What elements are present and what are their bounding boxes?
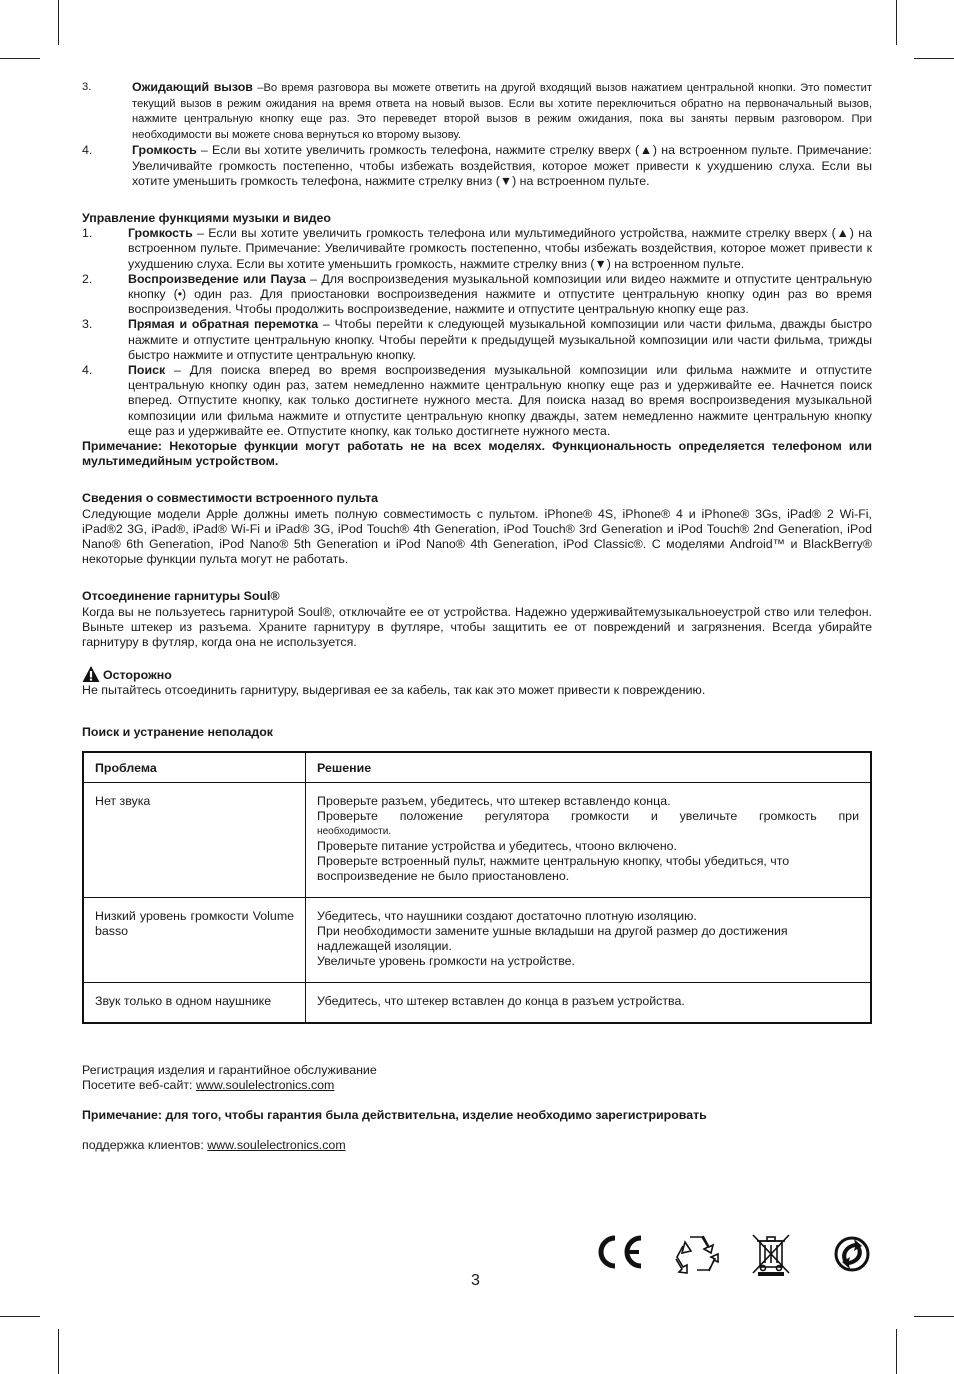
list-item — [82, 363, 872, 439]
green-dot-icon — [833, 1235, 871, 1273]
crop-mark — [0, 58, 40, 59]
solution-line: необходимости. — [317, 825, 392, 837]
list-item — [82, 143, 872, 189]
visit-label: Посетите веб-сайт: — [82, 1077, 196, 1092]
item-text: – Если вы хотите увеличить громкость телефона, нажмите стрелку вверх (▲) на встроенном пульте. Примечание: Увеличивайте громкость постепенно, чтобы избежать воздействия, которое может привести к ухудшению слуха. Если вы хотите уменьшить громкость телефона, нажмите стрелку вниз (▼) на встроенном пульте. — [132, 143, 872, 188]
item-text: – Для воспроизведения музыкальной композиции или видео нажмите и отпустите центральную кнопку (•) один раз. Для приостановки воспроизведения нажмите и отпустите центральную кнопку один раз во время воспроизведения. Чтобы продолжить воспроизведение, нажмите и отпустите центральную кнопку еще раз. — [128, 271, 872, 317]
section-title: Отсоединение гарнитуры Soul® — [82, 589, 280, 604]
warning-icon — [82, 665, 100, 683]
item-title: Прямая и обратная перемотка — [128, 317, 319, 332]
item-number: 2. — [82, 271, 93, 286]
table-header-row — [83, 752, 871, 783]
section-title: Поиск и устранение неполадок — [82, 725, 274, 740]
solution-line: Увеличьте уровень громкости на устройстве. — [317, 953, 575, 968]
problem-cell: Звук только в одном наушнике — [83, 982, 306, 1023]
page-number: 3 — [471, 1272, 480, 1289]
solution-cell — [306, 782, 871, 897]
item-number: 3. — [82, 317, 93, 332]
disconnect-text: Когда вы не пользуетесь гарнитурой Soul®, отключайте ее от устройства. Надежно удерживайтемузыкальноеустрой ство или телефон. Выньте штекер из разъема. Храните гарнитуру в футляре, чтобы защитить ее от повреждений и загрязнения. Всегда убирайте гарнитуру в футляр, когда она не используется. — [82, 604, 872, 650]
caution-heading — [82, 665, 872, 683]
solution-line: Проверьте встроенный пульт, нажмите центральную кнопку, чтобы убедиться, что воспроизведение не было приостановлено. — [317, 853, 790, 883]
website-link[interactable]: www.soulelectronics.com — [195, 1077, 335, 1092]
list-item — [82, 226, 872, 272]
list-item — [82, 80, 872, 143]
page-content — [82, 80, 872, 1153]
table-row — [83, 982, 871, 1023]
caution-text: Не пытайтесь отсоединить гарнитуру, выдергивая ее за кабель, так как это может привести к повреждению. — [82, 683, 706, 698]
solution-line: Убедитесь, что наушники создают достаточно плотную изоляцию. — [317, 908, 697, 923]
section-title: Управление функциями музыки и видео — [82, 210, 331, 225]
item-number: 4. — [82, 363, 93, 378]
item-number: 1. — [82, 226, 93, 241]
item-text: – Чтобы перейти к следующей музыкальной композиции или части фильма, дважды быстро нажмите и отпустите центральную кнопку. Чтобы перейти к предыдущей музыкальной композиции или части фильма, трижды быстро нажмите и отпустите центральную кнопку. — [128, 317, 872, 362]
crop-mark — [896, 0, 897, 45]
crop-mark — [58, 0, 59, 45]
table-row — [83, 782, 871, 897]
item-title: Громкость — [132, 143, 197, 158]
music-note: Примечание: Некоторые функции могут работать не на всех моделях. Функциональность определяется телефоном или мультимедийным устройством. — [82, 439, 872, 469]
recycle-icon — [673, 1232, 719, 1274]
table-row — [83, 897, 871, 982]
weee-bin-icon — [749, 1232, 793, 1276]
item-number: 3. — [82, 81, 92, 93]
footer — [82, 1063, 872, 1154]
item-number: 4. — [82, 143, 93, 158]
item-text: – Если вы хотите увеличить громкость телефона или мультимедийного устройства, нажмите стрелку вверх (▲) на встроенном пульте. Примечание: Увеличивайте громкость постепенно, чтобы избежать воздействия, которое может привести к ухудшению слуха. Если вы хотите уменьшить громкость, нажмите стрелку вниз (▼) на встроенном пульте. — [128, 226, 872, 271]
item-title: Поиск — [128, 363, 166, 378]
list-item — [82, 317, 872, 363]
problem-cell: Нет звука — [83, 782, 306, 897]
section-title: Сведения о совместимости встроенного пульта — [82, 491, 379, 506]
solution-cell — [306, 982, 871, 1023]
certification-logos — [595, 1232, 871, 1276]
item-title: Ожидающий вызов — [132, 80, 253, 94]
solution-line: Проверьте разъем, убедитесь, что штекер вставлендо конца. — [317, 793, 671, 808]
crop-mark — [58, 1329, 59, 1374]
support-line — [82, 1138, 872, 1153]
troubleshoot-table — [82, 751, 872, 1024]
solution-cell — [306, 897, 871, 982]
item-text: –Во время разговора вы можете ответить на другой входящий вызов нажатием центральной кнопки. Это поместит текущий вызов в режим ожидания на время ответа на новый вызов. Если вы хотите переключиться обратно на первоначальный вызов, нажмите центральную кнопку еще раз. Это переведет второй вызов в режим ожидания, пока вы заняты первым разговором. При необходимости вы можете снова вернуться ко второму вызову. — [132, 82, 872, 141]
solution-line: Проверьте положение регулятора громкости и увеличьте громкость при — [317, 808, 859, 823]
compat-text: Следующие модели Apple должны иметь полную совместимость с пультом. iPhone® 4S, iPhone® 4 и iPhone® 3Gs, iPad® 2 Wi-Fi, iPad®2 3G, iPad®, iPad® Wi-Fi и iPad® 3G, iPod Touch® 4th Generation, iPod Touch® 3rd Generation и iPod Touch® 2nd Generation, iPod Nano® 6th Generation, iPod Nano® 5th Generation и iPod Nano® 4th Generation, iPod Classic®. С моделями Android™ и BlackBerry® некоторые функции пульта могут не работать. — [82, 506, 872, 567]
column-header: Проблема — [83, 752, 306, 783]
solution-line: При необходимости замените ушные вкладыши на другой размер до достижения надлежащей изоляции. — [317, 923, 788, 953]
item-title: Громкость — [128, 226, 193, 241]
ce-mark-icon — [595, 1232, 645, 1272]
support-link[interactable]: www.soulelectronics.com — [207, 1138, 346, 1153]
visit-line — [82, 1078, 872, 1093]
item-text: – Для поиска вперед во время воспроизведения музыкальной композиции или фильма нажмите и отпустите центральную кнопку один раз, затем немедленно нажмите центральную кнопку еще раз и удерживайте ее. Начнется поиск вперед. Отпустите кнопку, как только достигнете нужного места. Для поиска назад во время воспроизведения музыкальной композиции или фильма нажмите и отпустите центральную кнопку дважды, затем немедленно нажмите центральную кнопку еще раз и удерживайте ее. Отпустите кнопку, как только достигнете нужного места. — [128, 363, 872, 438]
solution-line: Проверьте питание устройства и убедитесь, чтооно включено. — [317, 838, 678, 853]
column-header: Решение — [306, 752, 871, 783]
support-label: поддержка клиентов: — [82, 1138, 208, 1153]
problem-cell: Низкий уровень громкости Volume basso — [83, 897, 306, 982]
crop-mark — [914, 1316, 954, 1317]
caution-title: Осторожно — [103, 668, 172, 683]
item-title: Воспроизведение или Пауза — [128, 271, 306, 286]
solution-line: Убедитесь, что штекер вставлен до конца в разъем устройства. — [317, 993, 685, 1008]
crop-mark — [0, 1316, 40, 1317]
list-item — [82, 272, 872, 318]
registration-text: Регистрация изделия и гарантийное обслуживание — [82, 1062, 377, 1077]
crop-mark — [896, 1329, 897, 1374]
crop-mark — [914, 58, 954, 59]
warranty-note: Примечание: для того, чтобы гарантия была действительна, изделие необходимо зарегистрировать — [82, 1108, 707, 1123]
